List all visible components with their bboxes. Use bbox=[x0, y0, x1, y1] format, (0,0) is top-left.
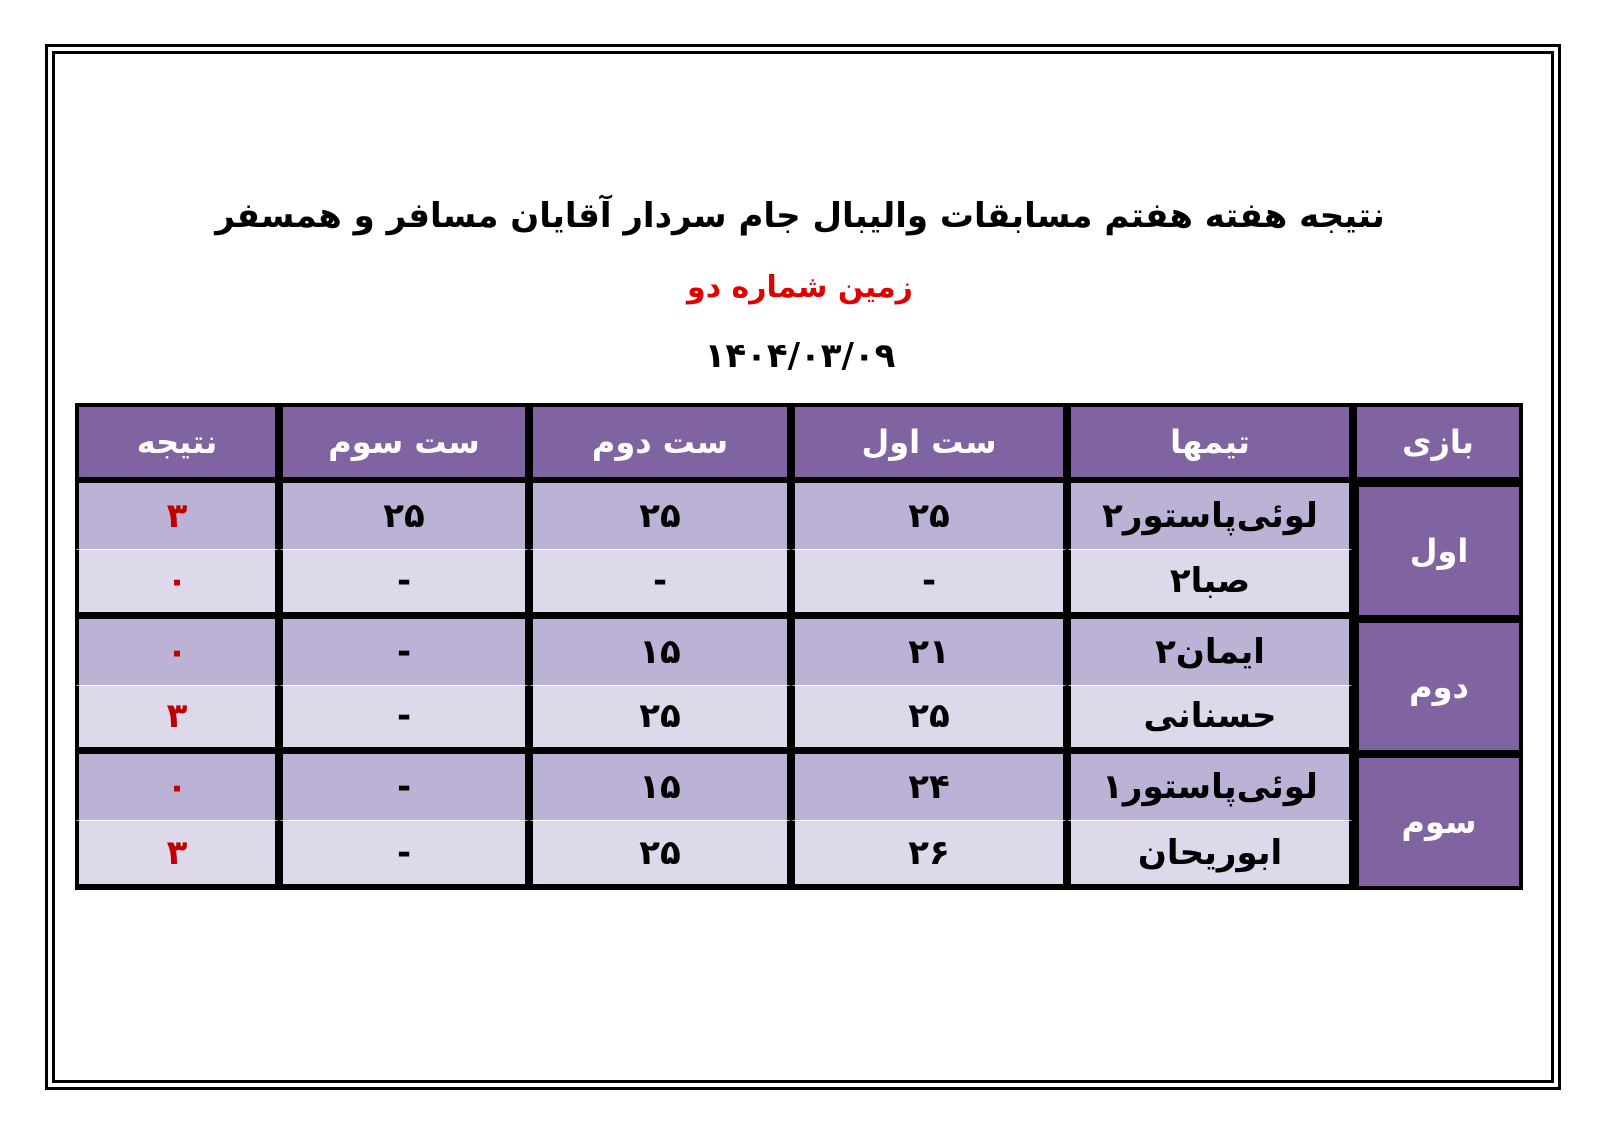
set3-score: - bbox=[279, 686, 529, 755]
results-table bbox=[75, 403, 1523, 890]
set3-score: - bbox=[279, 754, 529, 821]
table-row bbox=[75, 619, 1523, 686]
header-teams: تیمها bbox=[1067, 403, 1353, 483]
match-result: ۰ bbox=[75, 550, 279, 619]
team-name: لوئی‌پاستور۱ bbox=[1067, 754, 1353, 821]
set1-score: - bbox=[791, 550, 1067, 619]
set3-score: - bbox=[279, 821, 529, 890]
team-name: صبا۲ bbox=[1067, 550, 1353, 619]
table-row bbox=[75, 550, 1523, 619]
set1-score: ۲۱ bbox=[791, 619, 1067, 686]
set3-score: ۲۵ bbox=[279, 483, 529, 550]
match-result: ۳ bbox=[75, 686, 279, 755]
header-set3: ست سوم bbox=[279, 403, 529, 483]
set1-score: ۲۵ bbox=[791, 483, 1067, 550]
table-row bbox=[75, 754, 1523, 821]
table-row bbox=[75, 821, 1523, 890]
table-row bbox=[75, 483, 1523, 550]
game-label: اول bbox=[1353, 483, 1523, 619]
header-set2: ست دوم bbox=[529, 403, 791, 483]
set1-score: ۲۴ bbox=[791, 754, 1067, 821]
set1-score: ۲۵ bbox=[791, 686, 1067, 755]
game-label: سوم bbox=[1353, 754, 1523, 890]
set2-score: - bbox=[529, 550, 791, 619]
header-game: بازی bbox=[1353, 403, 1523, 483]
team-name: حسنانی bbox=[1067, 686, 1353, 755]
match-result: ۳ bbox=[75, 483, 279, 550]
set2-score: ۲۵ bbox=[529, 483, 791, 550]
set2-score: ۱۵ bbox=[529, 619, 791, 686]
header-set1: ست اول bbox=[791, 403, 1067, 483]
table-header-row bbox=[75, 403, 1523, 483]
game-label: دوم bbox=[1353, 619, 1523, 755]
header-result: نتیجه bbox=[75, 403, 279, 483]
team-name: ایمان۲ bbox=[1067, 619, 1353, 686]
set2-score: ۱۵ bbox=[529, 754, 791, 821]
page-title: نتیجه هفته هفتم مسابقات والیبال جام سردار آقایان مسافر و همسفر bbox=[215, 196, 1385, 236]
team-name: لوئی‌پاستور۲ bbox=[1067, 483, 1353, 550]
match-result: ۰ bbox=[75, 754, 279, 821]
court-subtitle: زمین شماره دو bbox=[687, 270, 913, 305]
set1-score: ۲۶ bbox=[791, 821, 1067, 890]
match-date: ۱۴۰۴/۰۳/۰۹ bbox=[704, 336, 896, 376]
match-result: ۰ bbox=[75, 619, 279, 686]
set2-score: ۲۵ bbox=[529, 821, 791, 890]
set3-score: - bbox=[279, 619, 529, 686]
set3-score: - bbox=[279, 550, 529, 619]
results-table-container bbox=[75, 403, 1523, 890]
table-row bbox=[75, 686, 1523, 755]
match-result: ۳ bbox=[75, 821, 279, 890]
team-name: ابوریحان bbox=[1067, 821, 1353, 890]
set2-score: ۲۵ bbox=[529, 686, 791, 755]
